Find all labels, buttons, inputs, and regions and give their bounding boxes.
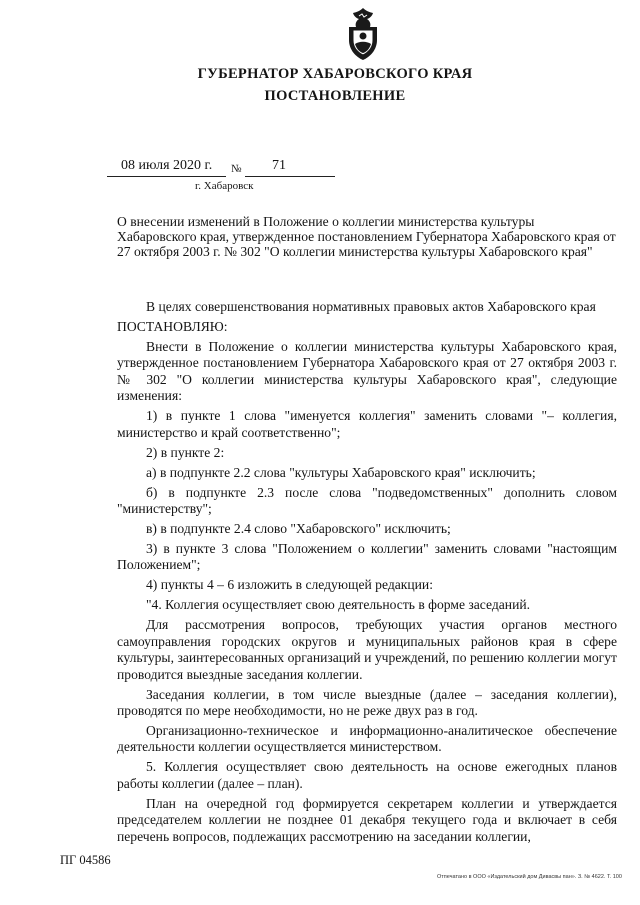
decree-word: ПОСТАНОВЛЯЮ: [117,319,228,334]
body-paragraph: 4) пункты 4 – 6 изложить в следующей редакции: [146,577,433,593]
body-paragraph: б) в подпункте 2.3 после слова "подведомственных" дополнить словом "министерству"; [117,484,617,517]
issuing-authority: ГУБЕРНАТОР ХАБАРОВСКОГО КРАЯ [197,66,473,82]
print-note: Отпечатано в ООО «Издательский дом Дивасвы пан». З. № 4622. Т. 100 [437,874,622,880]
preamble: В целях совершенствования нормативных правовых актов Хабаровского края [146,299,596,314]
document-number: 71 [272,158,286,173]
document-date: 08 июля 2020 г. [121,158,213,173]
body-paragraph: Заседания коллегии, в том числе выездные (далее – заседания коллегии), проводятся по мере необходимости, но не реже двух раз в год. [117,686,617,719]
document-place: г. Хабаровск [195,180,254,192]
body-paragraph: 3) в пункте 3 слова "Положением о коллегии" заменить словами "настоящим Положением"; [117,541,617,573]
body-paragraph: План на очередной год формируется секретарем коллегии и утверждается председателем коллегии не позднее 01 декабря текущего года и включает в себя перечень вопросов, подлежащих рассмотрению на заседании коллегии, [117,795,617,844]
body-paragraph: 1) в пункте 1 слова "именуется коллегия" заменить словами "– коллегия, министерство и край соответственно"; [117,408,617,440]
number-sign: № [231,163,242,175]
body-paragraph: Внести в Положение о коллегии министерства культуры Хабаровского края, утвержденное постановлением Губернатора Хабаровского края от 27 октября 2003 г. № 302 "О коллегии министерства культуры Хабаровского края", следующие изменения: [117,339,617,404]
body-paragraph: а) в подпункте 2.2 слова "культуры Хабаровского края" исключить; [146,464,536,480]
body-paragraph: в) в подпункте 2.4 слово "Хабаровского" исключить; [146,521,451,537]
document-title: О внесении изменений в Положение о коллегии министерства культуры Хабаровского края, утвержденное постановлением Губернатора Хабаровского края от 27 октября 2003 г. № 302 "О коллегии министерства культуры Хабаровского края" [117,214,616,259]
body-paragraph: 2) в пункте 2: [146,444,225,460]
body-paragraph: "4. Коллегия осуществляет свою деятельность в форме заседаний. [146,597,531,613]
body-paragraph: Для рассмотрения вопросов, требующих участия органов местного самоуправления городских округов и муниципальных районов края в сфере культуры, заинтересованных организаций и учреждений, по решению коллегии могут проводится выездные заседания коллегии. [117,617,617,682]
number-underline [245,176,335,177]
body-paragraph: 5. Коллегия осуществляет свою деятельность на основе ежегодных планов работы коллегии (далее – план). [117,759,617,791]
date-underline [107,176,226,177]
form-code: ПГ 04586 [60,853,111,867]
coat-of-arms-emblem [339,6,387,62]
body-paragraph: Организационно-техническое и информационно-аналитическое обеспечение деятельности коллегии осуществляется министерством. [117,723,617,755]
document-type: ПОСТАНОВЛЕНИЕ [264,88,406,104]
document-body [117,299,617,849]
